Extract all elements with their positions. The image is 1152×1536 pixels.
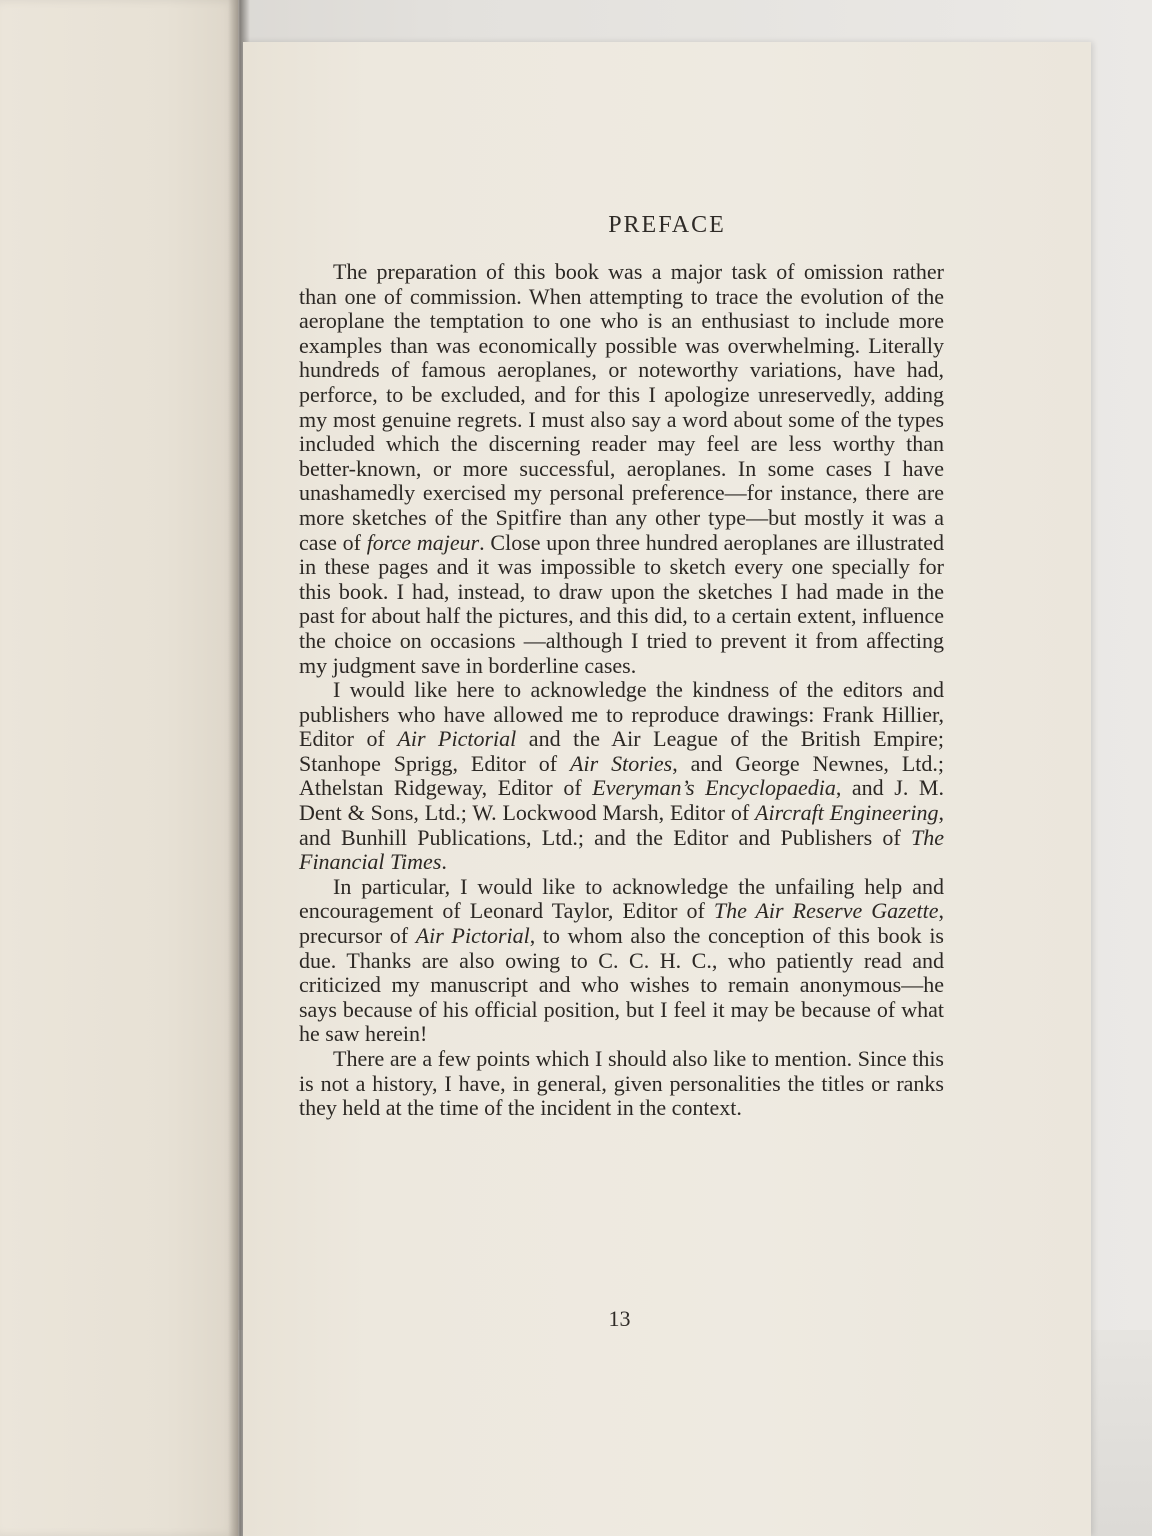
italic-text: The Financial Times xyxy=(299,824,944,875)
italic-text: Aircraft Engineering xyxy=(755,800,939,826)
text-run: . xyxy=(441,849,447,875)
italic-text: Everyman’s Encyclopaedia xyxy=(592,775,836,801)
italic-text: The Air Reserve Gazette xyxy=(713,898,939,924)
page-number: 13 xyxy=(608,1306,631,1331)
page-title: PREFACE xyxy=(608,212,726,238)
text-run: I would like here to acknowledge the kindness of the editors and publishers who have allowed me to reproduce drawings: Frank Hillier, Editor of xyxy=(299,677,944,752)
text-run: . Close upon three hundred aeroplanes are illustrated in these pages and it was impossible to sketch every one specially for this book. I had, instead, to draw upon the sketches I had made in the past for about half the pictures, and this did, to a certain extent, influence the choice on occasions —although I tried to prevent it from affecting my judgment save in borderline cases. xyxy=(299,529,944,678)
italic-text: Air Pictorial xyxy=(415,923,530,949)
text-run: and the Air League of the British Empire; Stanhope Sprigg, Editor of xyxy=(299,726,944,776)
text-run: In particular, I would like to acknowledge the unfailing help and encouragement of Leonard Taylor, Editor of xyxy=(299,873,944,924)
italic-text: Air Pictorial xyxy=(397,726,517,752)
text-run: The preparation of this book was a major task of omission rather than one of commission. When attempting to trace the evolution of the aeroplane the temptation to one who is an enthusiast to include more examples than was economically possible was overwhelming. Literally hundreds of famous aeroplanes, or noteworthy variations, have had, perforce, to be excluded, and for this I apologize unreservedly, adding my most genuine regrets. I must also say a word about some of the types included which the discerning reader may feel are less worthy than better-known, or more successful, aeroplanes. In some cases I have unashamedly exercised my personal preference—for instance, there are more sketches of the Spitfire than any other type—but mostly it was a case of xyxy=(299,259,944,555)
right-page xyxy=(243,42,1091,1536)
text-run: There are a few points which I should also like to mention. Since this is not a history, I have, in general, given personalities the titles or ranks they held at the time of the incident in the context. xyxy=(299,1046,944,1121)
text-run: , and George Newnes, Ltd.; Athelstan Ridgeway, Editor of xyxy=(299,750,945,801)
italic-text: force majeur xyxy=(366,529,480,555)
left-page xyxy=(0,0,238,1536)
paragraph xyxy=(299,678,944,875)
italic-text: Air Stories xyxy=(570,750,673,776)
text-run: , and J. M. Dent & Sons, Ltd.; W. Lockwood Marsh, Editor of xyxy=(299,775,944,826)
paragraph xyxy=(299,875,944,1047)
text-run: , precursor of xyxy=(299,898,945,949)
paragraph xyxy=(299,1047,944,1121)
paragraph xyxy=(299,260,944,678)
text-run: , to whom also the conception of this book is due. Thanks are also owing to C. C. H. C., who patiently read and criticized my manuscript and who wishes to remain anonymous—he says because of his official position, but I feel it may be because of what he saw herein! xyxy=(299,923,944,1047)
body-text xyxy=(299,260,944,1121)
text-run: , and Bunhill Publications, Ltd.; and the Editor and Publishers of xyxy=(299,800,944,850)
